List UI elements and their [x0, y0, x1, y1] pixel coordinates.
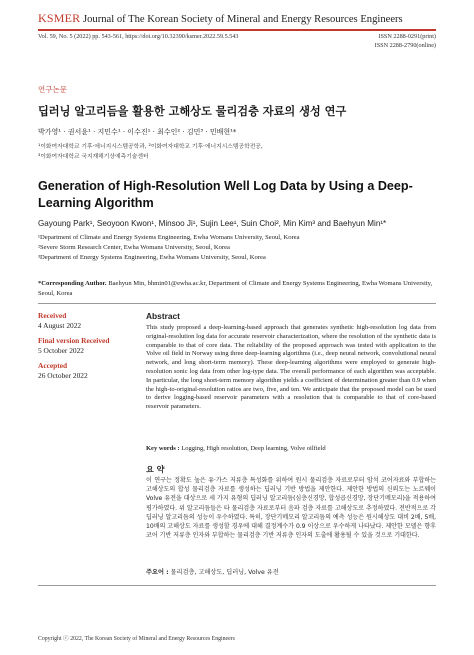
abstract-text: This study proposed a deep-learning-based approach that generates synthetic high-resolution log data from original-resolution log data for accurate reservoir characterization, where the resolution of the synthetic data is comparable to that of core data. The reliability of the proposed approach was tested with application to the Volve oil field in Norway using three deep-learning algorithms (i.e., deep neural network, convolutional neural network, and long short-term memory). These deep-learning algorithms were employed to generate high-resolution sonic log data from other log-type data. The overall performance of each algorithm was acceptable. In particular, the long short-term memory algorithm yields a coefficient of determination greater than 0.9 when the high-to-original-resolution ratios are two, five, and ten. We anticipate that the proposed model can be used to derive logging-based reservoir parameters with a resolution that is comparable to that of core-based reservoir parameters. — [146, 324, 436, 411]
journal-name: Journal of The Korean Society of Mineral and Energy Resources Engineers — [83, 14, 403, 25]
korean-abstract-heading: 요 약 — [146, 464, 165, 474]
journal-header — [38, 11, 403, 26]
english-affiliation-2: ²Severe Storm Research Center, Ewha Womans University, Seoul, Korea — [38, 244, 230, 251]
history-label-received: Received — [38, 311, 67, 320]
korean-keywords — [146, 567, 279, 576]
journal-brand: KSMER — [38, 11, 81, 25]
history-label-final: Final version Received — [38, 336, 110, 345]
abstract-heading: Abstract — [146, 311, 180, 321]
keywords — [146, 445, 326, 452]
english-authors: Gayoung Park¹, Seoyoon Kwon¹, Minsoo Ji¹, Sujin Lee¹, Suin Choi², Min Kim³ and Baehyun Min¹* — [38, 219, 387, 228]
corresponding-label: *Corresponding Author. — [38, 280, 107, 287]
corresponding-text: Baehyun Min, bhmin01@ewha.ac.kr, Department of Climate and Energy Systems Engineering, Ewha Womans University, Seoul, Korea — [38, 280, 433, 297]
korean-abstract-text: 이 연구는 정확도 높은 유·가스 저류층 특성화를 위하여 원시 물리검층 자료로부터 암석 코어자료와 부합하는 고해상도의 합성 물리검층 자료를 생성하는 딥러닝 기반 방법을 제안한다. 제안한 방법의 신뢰도는 노르웨이 Volve 유전을 대상으로 세 가지 유형의 딥러닝 알고리듬(심층신경망, 합성곱신경망, 장단기메모리)을 적용하여 평가하였다. 위 알고리듬들은 타 물리검층 자료로부터 음파 검층 자료를 고해상도로 추정하였다. 전반적으로 각 딥러닝 알고리듬의 성능이 우수하였다. 특히, 장단기메모리 알고리듬의 예측 성능은 원시해상도 대비 2배, 5배, 10배의 고해상도 자료를 생성할 경우에 대해 결정계수가 0.9 이상으로 우수하게 나타났다. 제안한 모델은 향후 코어 기반 저류층 인자와 부합하는 물리검층 기반 저류층 인자의 도출에 활용될 수 있을 것으로 기대한다. — [146, 477, 436, 540]
citation: Vol. 59, No. 5 (2022) pp. 543-561, https://doi.org/10.32390/ksmer.2022.59.5.543 — [38, 33, 239, 40]
korean-authors: 박가영¹ · 권서윤¹ · 지민수¹ · 이수진¹ · 최수인² · 김민³ · 민배현¹* — [38, 128, 237, 136]
header-rule — [38, 29, 436, 31]
korean-affiliation-2: ³이화여자대학교 국지재해기상예측기술센터 — [38, 154, 149, 160]
article-category: 연구논문 — [38, 85, 67, 94]
korean-keywords-label: 주요어 : — [146, 569, 169, 576]
issn-online: ISSN 2288-2790(online) — [374, 42, 436, 49]
korean-title: 딥러닝 알고리듬을 활용한 고해상도 물리검층 자료의 생성 연구 — [38, 105, 347, 118]
english-affiliation-3: ³Department of Energy Systems Engineering, Ewha Womans University, Seoul, Korea — [38, 254, 266, 261]
history-date-accepted: 26 October 2022 — [38, 371, 88, 380]
section-rule — [38, 303, 436, 304]
bottom-rule — [38, 585, 436, 586]
korean-keywords-list: 물리검층, 고해상도, 딥러닝, Volve 유전 — [170, 569, 279, 576]
english-title: Generation of High-Resolution Well Log Data by Using a Deep-Learning Algorithm — [38, 179, 413, 210]
keywords-label: Key words : — [146, 445, 180, 452]
history-date-received: 4 August 2022 — [38, 321, 82, 330]
history-date-final: 5 October 2022 — [38, 346, 84, 355]
english-affiliation-1: ¹Department of Climate and Energy Systems Engineering, Ewha Womans University, Seoul, Korea — [38, 234, 300, 241]
copyright: Copyright ⓒ 2022, The Korean Society of Mineral and Energy Resources Engineers — [38, 636, 235, 642]
history-label-accepted: Accepted — [38, 361, 68, 370]
korean-affiliation-1: ¹이화여자대학교 기후·에너지시스템공학과, ²이화여자대학교 기후·에너지시스템공학전공, — [38, 144, 263, 150]
issn-print: ISSN 2288-0291(print) — [378, 33, 436, 40]
keywords-list: Logging, High resolution, Deep learning, Volve oilfield — [181, 445, 326, 452]
corresponding-author — [38, 279, 438, 298]
